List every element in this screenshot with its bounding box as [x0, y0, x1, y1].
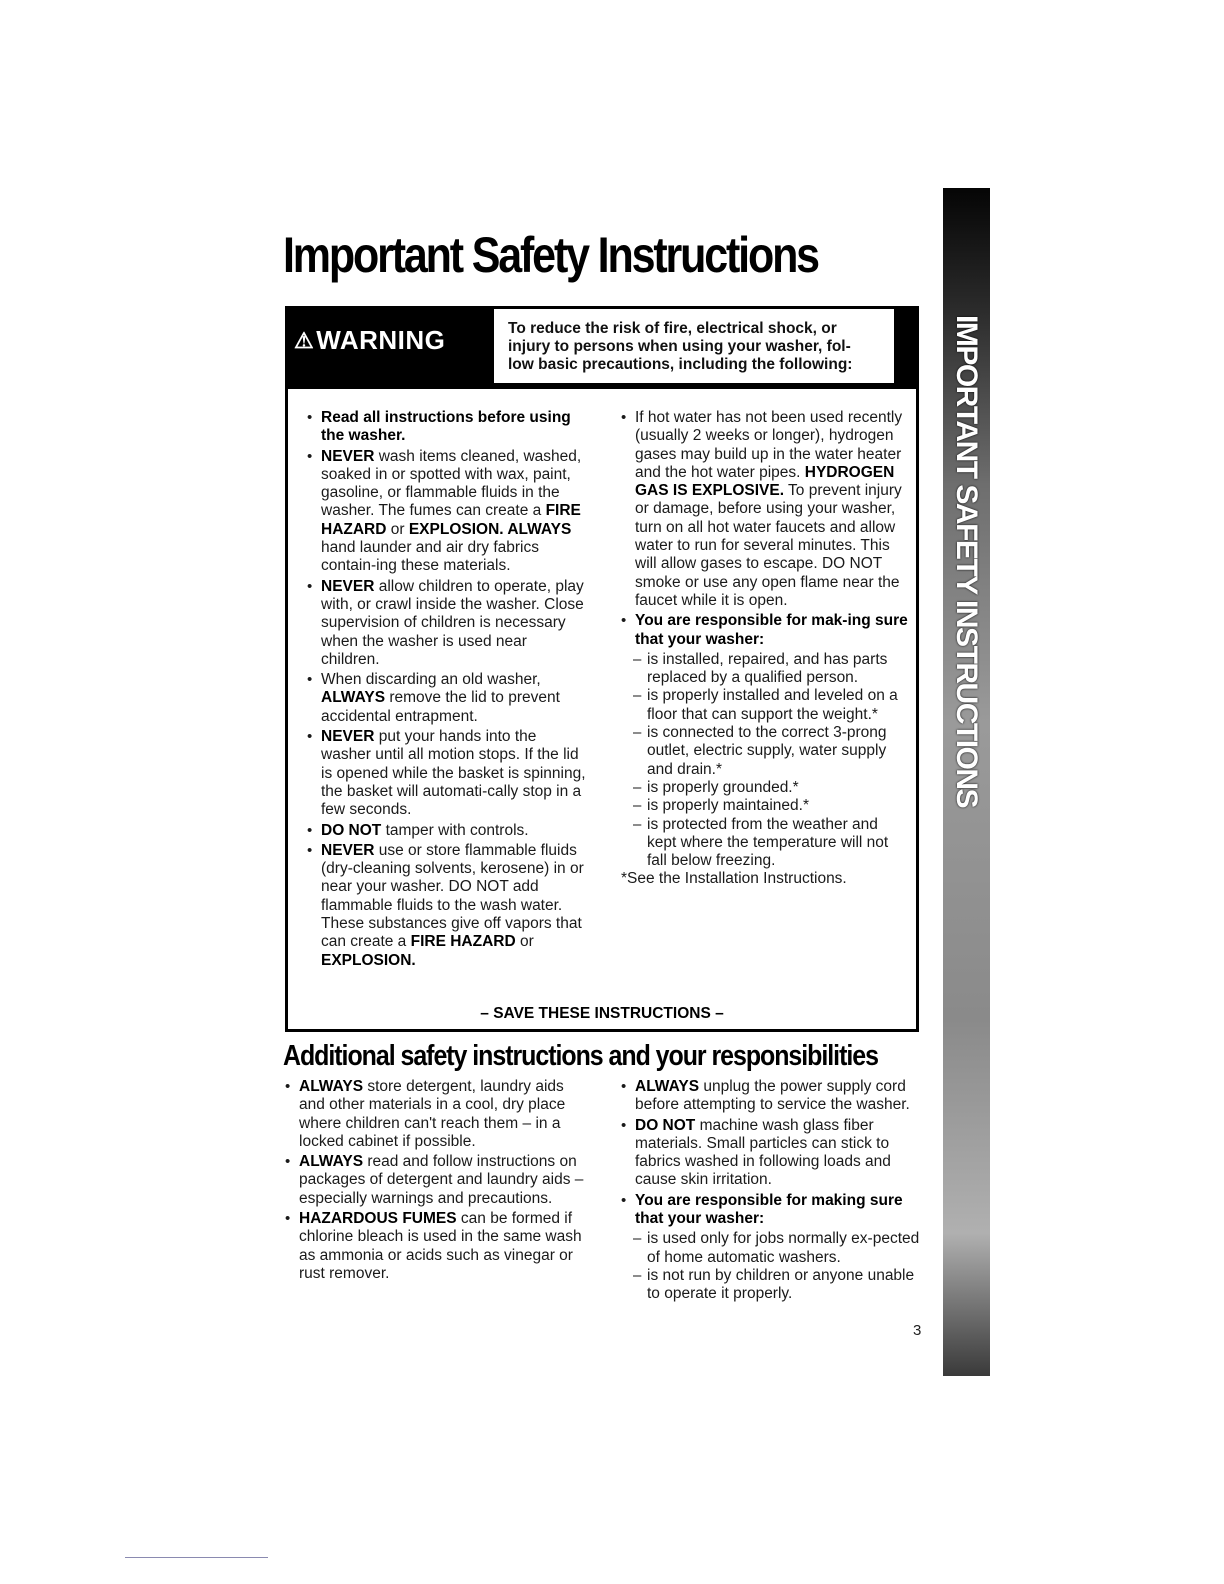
bold-text: DO NOT [321, 821, 382, 839]
page-title: Important Safety Instructions [283, 227, 818, 283]
text: unplug the power supply cord before attempting to service the washer. [635, 1078, 910, 1114]
text: hand launder and air dry fabrics contain-ing these materials. [321, 539, 539, 575]
text: read and follow instructions on packages of detergent and laundry aids – especially warnings and precautions. [299, 1153, 584, 1207]
bold-text: You are responsible for mak-ing sure that your washer: [635, 612, 908, 648]
side-tab-label: IMPORTANT SAFETY INSTRUCTIONS [950, 315, 983, 808]
sub-list-item [621, 687, 909, 724]
bold-text: HAZARDOUS FUMES [299, 1210, 457, 1228]
text: is protected from the weather and kept where the temperature will not fall below freezing. [647, 815, 889, 870]
text: is installed, repaired, and has parts replaced by a qualified person. [647, 650, 888, 687]
bold-text: FIRE HAZARD [321, 502, 581, 538]
list-item [621, 612, 909, 649]
text: tamper with controls. [381, 821, 529, 839]
text: *See the Installation Instructions. [621, 870, 847, 888]
text: To prevent injury or damage, before using your washer, turn on all hot water faucets and allow water to run for several minutes. This will allow gases to escape. DO NOT smoke or use any open flame near the faucet while it is open. [635, 482, 902, 609]
text: If hot water has not been used recently (usually 2 weeks or longer), hydrogen gases may build up in the water heater and the hot water pipes. [635, 409, 903, 481]
list-item [621, 409, 909, 610]
text: is not run by children or anyone unable to operate it properly. [647, 1266, 915, 1303]
list-item [307, 822, 589, 840]
sub-list-item [621, 797, 909, 815]
text: remove the lid to prevent accidental entrapment. [321, 689, 560, 725]
bold-text: NEVER [321, 728, 375, 746]
warning-intro [494, 309, 894, 383]
sub-list-item [621, 651, 909, 688]
text: use or store flammable fluids (dry-cleaning solvents, kerosene) in or near your washer. DO NOT add flammable fluids to the wash water. These substances give off vapors that can create a [321, 841, 584, 951]
list-item [307, 448, 589, 576]
list-item [621, 1078, 921, 1115]
sub-list-item [621, 1230, 921, 1267]
text: can be formed if chlorine bleach is used in the same wash as ammonia or acids such as vinegar or rust remover. [299, 1210, 582, 1282]
section-heading: Additional safety instructions and your responsibilities [283, 1040, 878, 1072]
warning-label [294, 325, 486, 356]
bold-text: ALWAYS [299, 1153, 364, 1171]
bold-text: FIRE HAZARD [410, 933, 516, 951]
list-item [285, 1153, 590, 1208]
text: is connected to the correct 3-prong outlet, electric supply, water supply and drain.* [647, 724, 887, 778]
warning-left-list [307, 409, 589, 972]
list-item [307, 728, 589, 819]
sub-list-item [621, 1267, 921, 1304]
warning-intro-line: To reduce the risk of fire, electrical shock, or [508, 320, 837, 337]
text: store detergent, laundry aids and other materials in a cool, dry place where children can't reach them – in a locked cabinet if possible. [299, 1078, 566, 1150]
side-tab [943, 188, 990, 1376]
list-item [285, 1210, 590, 1283]
bold-text: EXPLOSION. ALWAYS [408, 520, 572, 538]
additional-left-list [285, 1078, 590, 1285]
sub-list-item [621, 779, 909, 797]
bold-text: ALWAYS [635, 1078, 700, 1095]
text: machine wash glass fiber materials. Small particles can stick to fabrics washed in following loads and cause skin irritation. [635, 1116, 891, 1189]
warning-intro-line: low basic precautions, including the following: [508, 356, 853, 373]
bold-text: HYDROGEN GAS IS EXPLOSIVE. [635, 463, 895, 500]
footer-rule [125, 1557, 268, 1558]
warning-intro-line: injury to persons when using your washer, fol- [508, 338, 851, 355]
list-item [621, 1117, 921, 1190]
list-item [285, 1078, 590, 1151]
bold-text: NEVER [321, 841, 375, 859]
bold-text: NEVER [321, 447, 375, 465]
text: is properly installed and leveled on a floor that can support the weight.* [647, 687, 898, 723]
text: is properly maintained.* [647, 797, 809, 815]
list-item [621, 1192, 921, 1229]
page-number: 3 [913, 1322, 922, 1339]
text: When discarding an old washer, [321, 671, 541, 689]
list-item [307, 842, 589, 970]
footnote [621, 870, 909, 888]
list-item [307, 671, 589, 726]
bold-text: Read all instructions before using the washer. [321, 409, 571, 445]
text: is used only for jobs normally ex-pected of home automatic washers. [647, 1230, 920, 1266]
sub-list-item [621, 816, 909, 871]
text: allow children to operate, play with, or crawl inside the washer. Close supervision of children is necessary when the washer is used near children. [321, 577, 584, 668]
text: or [515, 933, 534, 951]
save-instructions-line: – SAVE THESE INSTRUCTIONS – [480, 1005, 724, 1022]
bold-text: NEVER [321, 577, 375, 595]
bold-text: ALWAYS [299, 1078, 364, 1095]
bold-text: DO NOT [635, 1116, 696, 1134]
additional-right-list [621, 1078, 921, 1304]
text: put your hands into the washer until all motion stops. If the lid is opened while the basket is spinning, the basket will automati-cally stop in a few seconds. [321, 728, 586, 819]
text: is properly grounded.* [647, 778, 799, 796]
text: wash items cleaned, washed, soaked in or spotted with wax, paint, gasoline, or flammable fluids in the washer. The fumes can create a [321, 447, 582, 520]
bold-text: ALWAYS [321, 689, 386, 707]
bold-text: EXPLOSION. [321, 951, 416, 969]
bold-text: You are responsible for making sure that your washer: [635, 1191, 903, 1228]
sub-list-item [621, 724, 909, 779]
warning-label-text: WARNING [316, 325, 446, 355]
warning-right-list [621, 409, 909, 891]
text: or [386, 520, 409, 538]
warning-triangle-icon: ⚠ [294, 327, 315, 353]
list-item [307, 409, 589, 446]
warning-header [288, 309, 916, 389]
list-item [307, 578, 589, 669]
